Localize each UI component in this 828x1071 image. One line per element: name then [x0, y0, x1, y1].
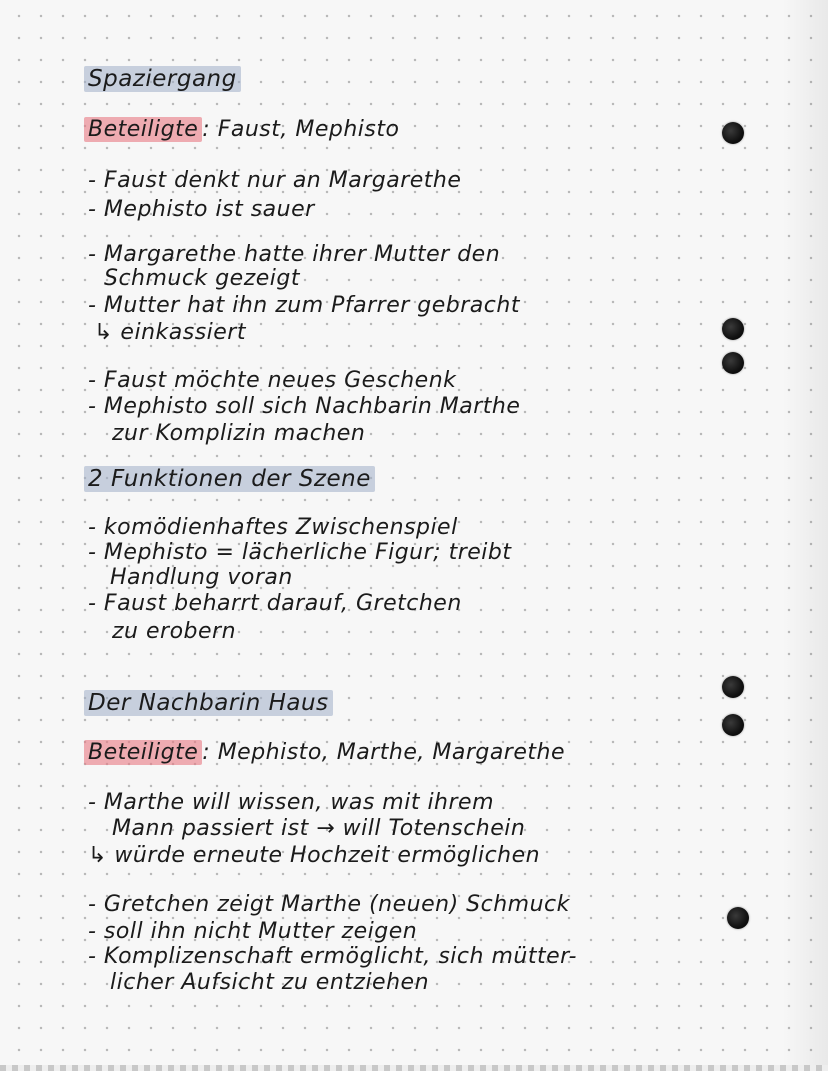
functions-line-4: - Faust beharrt darauf, Gretchen	[88, 591, 462, 616]
section1-line-6: ↳ einkassiert	[94, 320, 246, 345]
section2-line-1: - Marthe will wissen, was mit ihrem	[88, 790, 495, 815]
section1-line-3: - Margarethe hatte ihrer Mutter den	[88, 242, 501, 267]
section2-line-4: - Gretchen zeigt Marthe (neuen) Schmuck	[88, 892, 570, 917]
section2-line-7: licher Aufsicht zu entziehen	[110, 970, 430, 995]
section2-participants-sep: :	[202, 740, 211, 765]
section2-title	[84, 692, 333, 714]
section1-title-text: Spaziergang	[84, 66, 241, 92]
section1-line-9: zur Komplizin machen	[112, 421, 366, 446]
section2-title-text: Der Nachbarin Haus	[84, 690, 333, 716]
section2-line-6: - Komplizenschaft ermöglicht, sich mütter-	[88, 944, 577, 969]
section2-line-2: Mann passiert ist → will Totenschein	[112, 816, 526, 841]
punch-hole-2	[722, 318, 744, 340]
section1-participants-names: Faust, Mephisto	[217, 117, 400, 142]
functions-line-1: - komödienhaftes Zwischenspiel	[88, 515, 458, 540]
functions-title-text: 2 Funktionen der Szene	[84, 466, 375, 492]
section1-line-2: - Mephisto ist sauer	[88, 197, 315, 222]
section1-line-4: Schmuck gezeigt	[104, 266, 300, 291]
section1-participants-sep: :	[202, 117, 211, 142]
functions-line-3: Handlung voran	[110, 565, 293, 590]
section1-line-8: - Mephisto soll sich Nachbarin Marthe	[88, 394, 521, 419]
functions-title	[84, 468, 375, 490]
punch-hole-3	[722, 352, 744, 374]
punch-hole-5	[722, 714, 744, 736]
section1-participants	[84, 119, 399, 141]
section2-line-3: ↳ würde erneute Hochzeit ermöglichen	[88, 843, 541, 868]
binding-edge	[0, 1065, 828, 1071]
section1-participants-label: Beteiligte	[84, 117, 202, 142]
functions-line-5: zu erobern	[112, 619, 237, 644]
functions-line-2: - Mephisto = lächerliche Figur; treibt	[88, 540, 512, 565]
section1-title	[84, 68, 241, 90]
page-edge-shadow	[782, 0, 828, 1071]
section2-participants	[84, 742, 565, 764]
punch-hole-6	[727, 907, 749, 929]
section1-line-7: - Faust möchte neues Geschenk	[88, 368, 457, 393]
section2-line-5: - soll ihn nicht Mutter zeigen	[88, 919, 418, 944]
punch-hole-4	[722, 676, 744, 698]
section2-participants-names: Mephisto, Marthe, Margarethe	[217, 740, 565, 765]
section1-line-5: - Mutter hat ihn zum Pfarrer gebracht	[88, 293, 520, 318]
section1-line-1: - Faust denkt nur an Margarethe	[88, 168, 462, 193]
punch-hole-1	[722, 122, 744, 144]
section2-participants-label: Beteiligte	[84, 740, 202, 765]
